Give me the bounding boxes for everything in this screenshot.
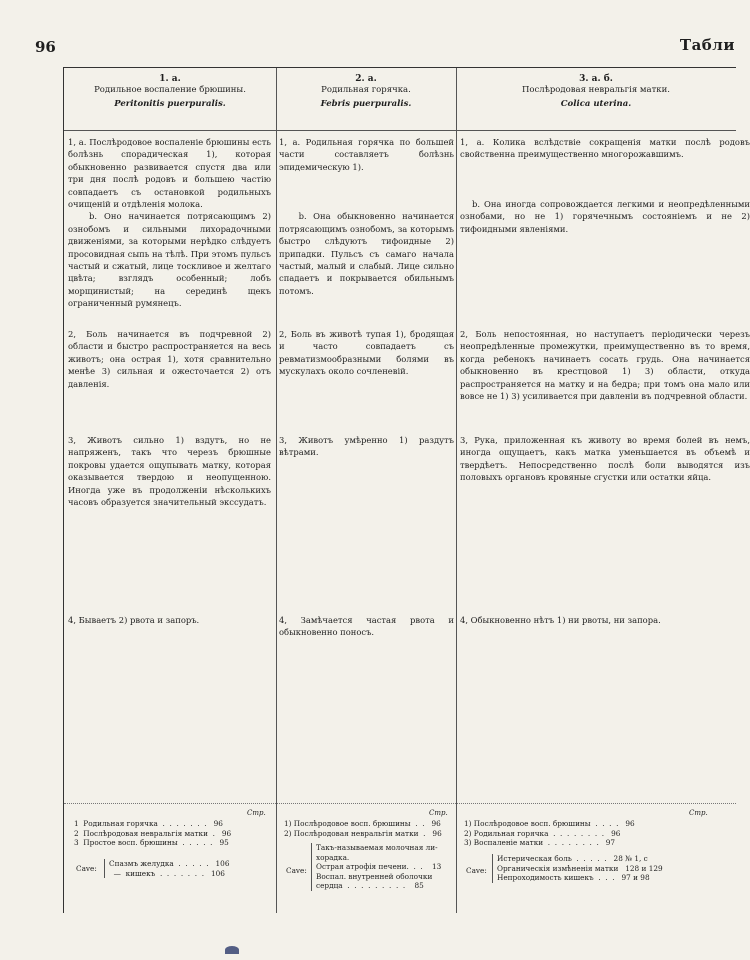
column-latin-title: Peritonitis puerpuralis. (114, 99, 226, 109)
col1-footnotes: 1 Родильная горячка . . . . . . . 96 2 Послѣродовая невральгія матки . 96 3 Простое восп. брюшины . . . . . 95 (74, 819, 232, 848)
column-divider (276, 68, 277, 913)
col2-section-4: 4, Замѣчается частая рвота и обыкновенно поносъ. (279, 615, 457, 638)
col2-section-1: 1, а. Родильная горячка по большей части составляетъ болѣзнь эпидемическую 1). b. Она обыкновенно начинается потрясающимъ ознобомъ, за которымъ быстро слѣдуютъ тифоидные 2) припадки. Пульсъ съ самаго начала частый, малый и слабый. Лице сильно спадаетъ и покрывается обильнымъ потомъ. (279, 137, 454, 296)
footnote-divider (64, 803, 736, 804)
column-latin-title: Colica uterina. (560, 99, 632, 109)
column-header-2 (276, 74, 456, 110)
col2-footnotes: 1) Послѣродовое восп. брюшины . . 96 2) Послѣродовая невральгія матки . 96 (284, 819, 442, 838)
column-divider (456, 68, 457, 913)
cave-label: Cave: (466, 866, 487, 875)
col3-section-3: 3, Рука, приложенная къ животу во время болей въ немъ, иногда ощущаетъ, какъ матка уменьшается въ объемѣ и твердѣетъ. Непосредственно послѣ боли выводятся изъ половыхъ органовъ кровяные сгустки или остатки яйца. (460, 435, 750, 483)
column-number: 2. а. (355, 74, 377, 84)
cave-label: Cave: (286, 866, 307, 875)
col1-section-3: 3, Животъ сильно 1) вздутъ, но не напряженъ, такъ что черезъ брюшные покровы удается ощупывать матку, которая оказывается твердою и неопущенною. Иногда уже въ продолженіи нѣсколькихъ часовъ образуется значительный экссудатъ. (68, 435, 274, 508)
page-ref-label: Стр. (429, 809, 448, 817)
col1-section-1: 1, а. Послѣродовое воспаленіе брюшины есть болѣзнь спорадическая 1), которая обыкновенно развивается спустя два или три дня послѣ родовъ и большею частію совпадаетъ съ остановкой родильныхъ очищеній и отдѣленія молока. b. Оно начинается потрясающимъ 2) ознобомъ и сильными лихорадочными движеніями, за которыми нерѣдко слѣдуетъ просовидная сыпь на тѣлѣ. При этомъ пульсъ частый и сжатый, лице тоскливое и желтаго цвѣта; взглядъ особенный; лобъ морщинистый; на серединѣ щекъ ограниченный румянецъ. (68, 137, 271, 309)
column-number: 3. а. б. (579, 74, 613, 84)
col1-section-2: 2, Боль начинается въ подчревной 2) области и быстро распространяется на весь животъ; она острая 1), хотя сравнительно менѣе 3) сильная и ожесточается 2) отъ давленія. (68, 329, 274, 389)
comparison-table (63, 67, 750, 913)
col3-section-4: 4, Обыкновенно нѣтъ 1) ни рвоты, ни запора. (460, 615, 661, 625)
col1-cave-list: Спазмъ желудка . . . . . 106 — кишекъ . . . . . . . 106 (104, 859, 279, 878)
col2-cave-list: Такъ-называемая молочная ли- хорадка. Острая атрофія печени. . . 13 Воспал. внутренней оболочки сердца . . . . . . . . . 85 (311, 843, 461, 891)
column-header-1 (64, 74, 276, 110)
page-number: 96 (35, 38, 56, 56)
column-title: Послѣродовая невральгія матки. (522, 85, 670, 95)
page-ref-label: Стр. (689, 809, 708, 817)
ink-mark (225, 946, 239, 954)
col2-section-2: 2, Боль въ животѣ тупая 1), бродящая и часто совпадаетъ съ ревматизмообразными болями въ мускулахъ около сочленевій. (279, 329, 457, 377)
col3-footnotes: 1) Послѣродовое восп. брюшины . . . . 96 2) Родильная горячка . . . . . . . . 96 3) Воспаленіе матки . . . . . . . . 97 (464, 819, 635, 848)
column-title: Родильное воспаление брюшины. (94, 85, 246, 95)
col3-section-2: 2, Боль непостоянная, но наступаетъ періодически черезъ неопредѣленные промежутки, преимущественно въ то время, когда ребенокъ начинаетъ сосать грудь. Она начинается обыкновенно въ крестцовой 1) 3) области, откуда распространяется на матку и на бедра; при томъ она мало или вовсе не 1) 3) усиливается при давленіи въ подчревной области. (460, 329, 750, 402)
page-ref-label: Стр. (247, 809, 266, 817)
col2-section-3: 3, Животъ умѣренно 1) раздутъ вѣтрами. (279, 435, 457, 458)
cave-label: Cave: (76, 864, 97, 873)
col3-cave-list: Истерическая боль . . . . . 28 № 1, с Органическія измѣненія матки 128 и 129 Непроходимость кишекъ . . . 97 и 98 (492, 854, 741, 883)
col1-section-4: 4, Бываетъ 2) рвота и запоръ. (68, 615, 200, 625)
column-title: Родильная горячка. (321, 85, 411, 95)
column-number: 1. а. (159, 74, 181, 84)
header-divider (64, 130, 736, 131)
col3-section-1: 1, а. Колика вслѣдствіе сокращенія матки послѣ родовъ свойственна преимущественно многорожавшимъ. b. Она иногда сопровождается легкими и неопредѣленными ознобами, но не 1) горячечнымъ состояніемъ и не 2) тифоидными явленіями. (460, 137, 750, 234)
column-header-3 (456, 74, 736, 110)
column-latin-title: Febris puerpuralis. (320, 99, 412, 109)
page-header: Табли (679, 36, 735, 54)
